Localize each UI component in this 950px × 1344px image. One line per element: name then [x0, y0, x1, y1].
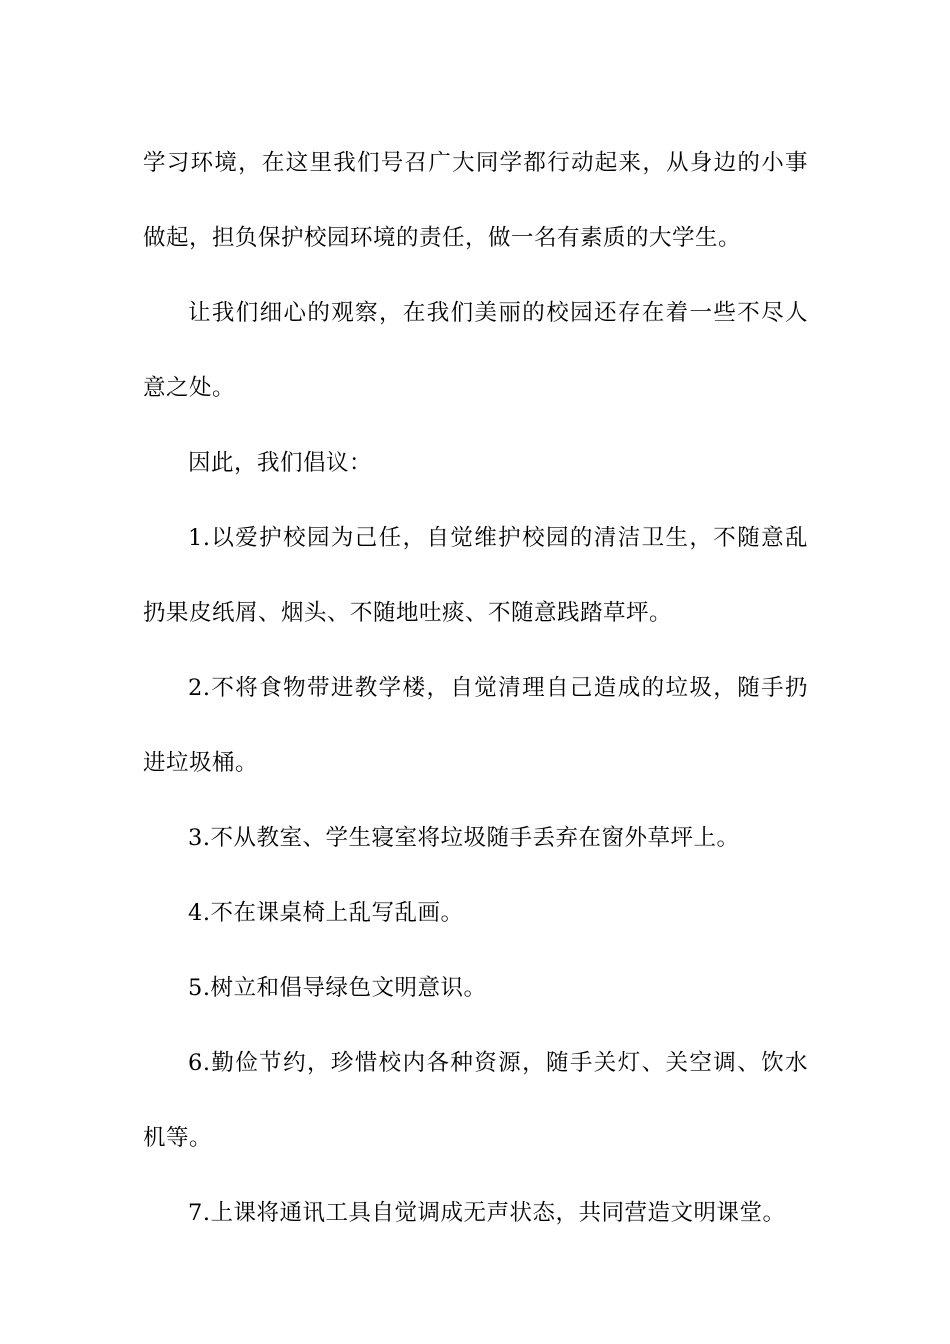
document-body: [143, 126, 808, 1251]
paragraph-proposal-intro: 因此，我们倡议：: [188, 450, 373, 476]
list-item-4: 4.不在课桌椅上乱写乱画。: [188, 900, 464, 926]
paragraph-observation: 让我们细心的观察，在我们美丽的校园还存在着一些不尽人意之处。: [143, 300, 808, 401]
list-item-6: 6.勤俭节约，珍惜校内各种资源，随手关灯、关空调、饮水机等。: [143, 1050, 808, 1151]
list-item-7: 7.上课将通讯工具自觉调成无声状态，共同营造文明课堂。: [188, 1200, 786, 1226]
list-item-5: 5.树立和倡导绿色文明意识。: [188, 975, 487, 1001]
list-item-2: 2.不将食物带进教学楼，自觉清理自己造成的垃圾，随手扔进垃圾桶。: [143, 675, 808, 776]
list-item-1: 1.以爱护校园为己任，自觉维护校园的清洁卫生，不随意乱扔果皮纸屑、烟头、不随地吐痰、不随意践踏草坪。: [143, 525, 808, 626]
paragraph-continuation: 学习环境，在这里我们号召广大同学都行动起来，从身边的小事做起，担负保护校园环境的责任，做一名有素质的大学生。: [143, 150, 808, 251]
list-item-3: 3.不从教室、学生寝室将垃圾随手丢弃在窗外草坪上。: [188, 825, 740, 851]
